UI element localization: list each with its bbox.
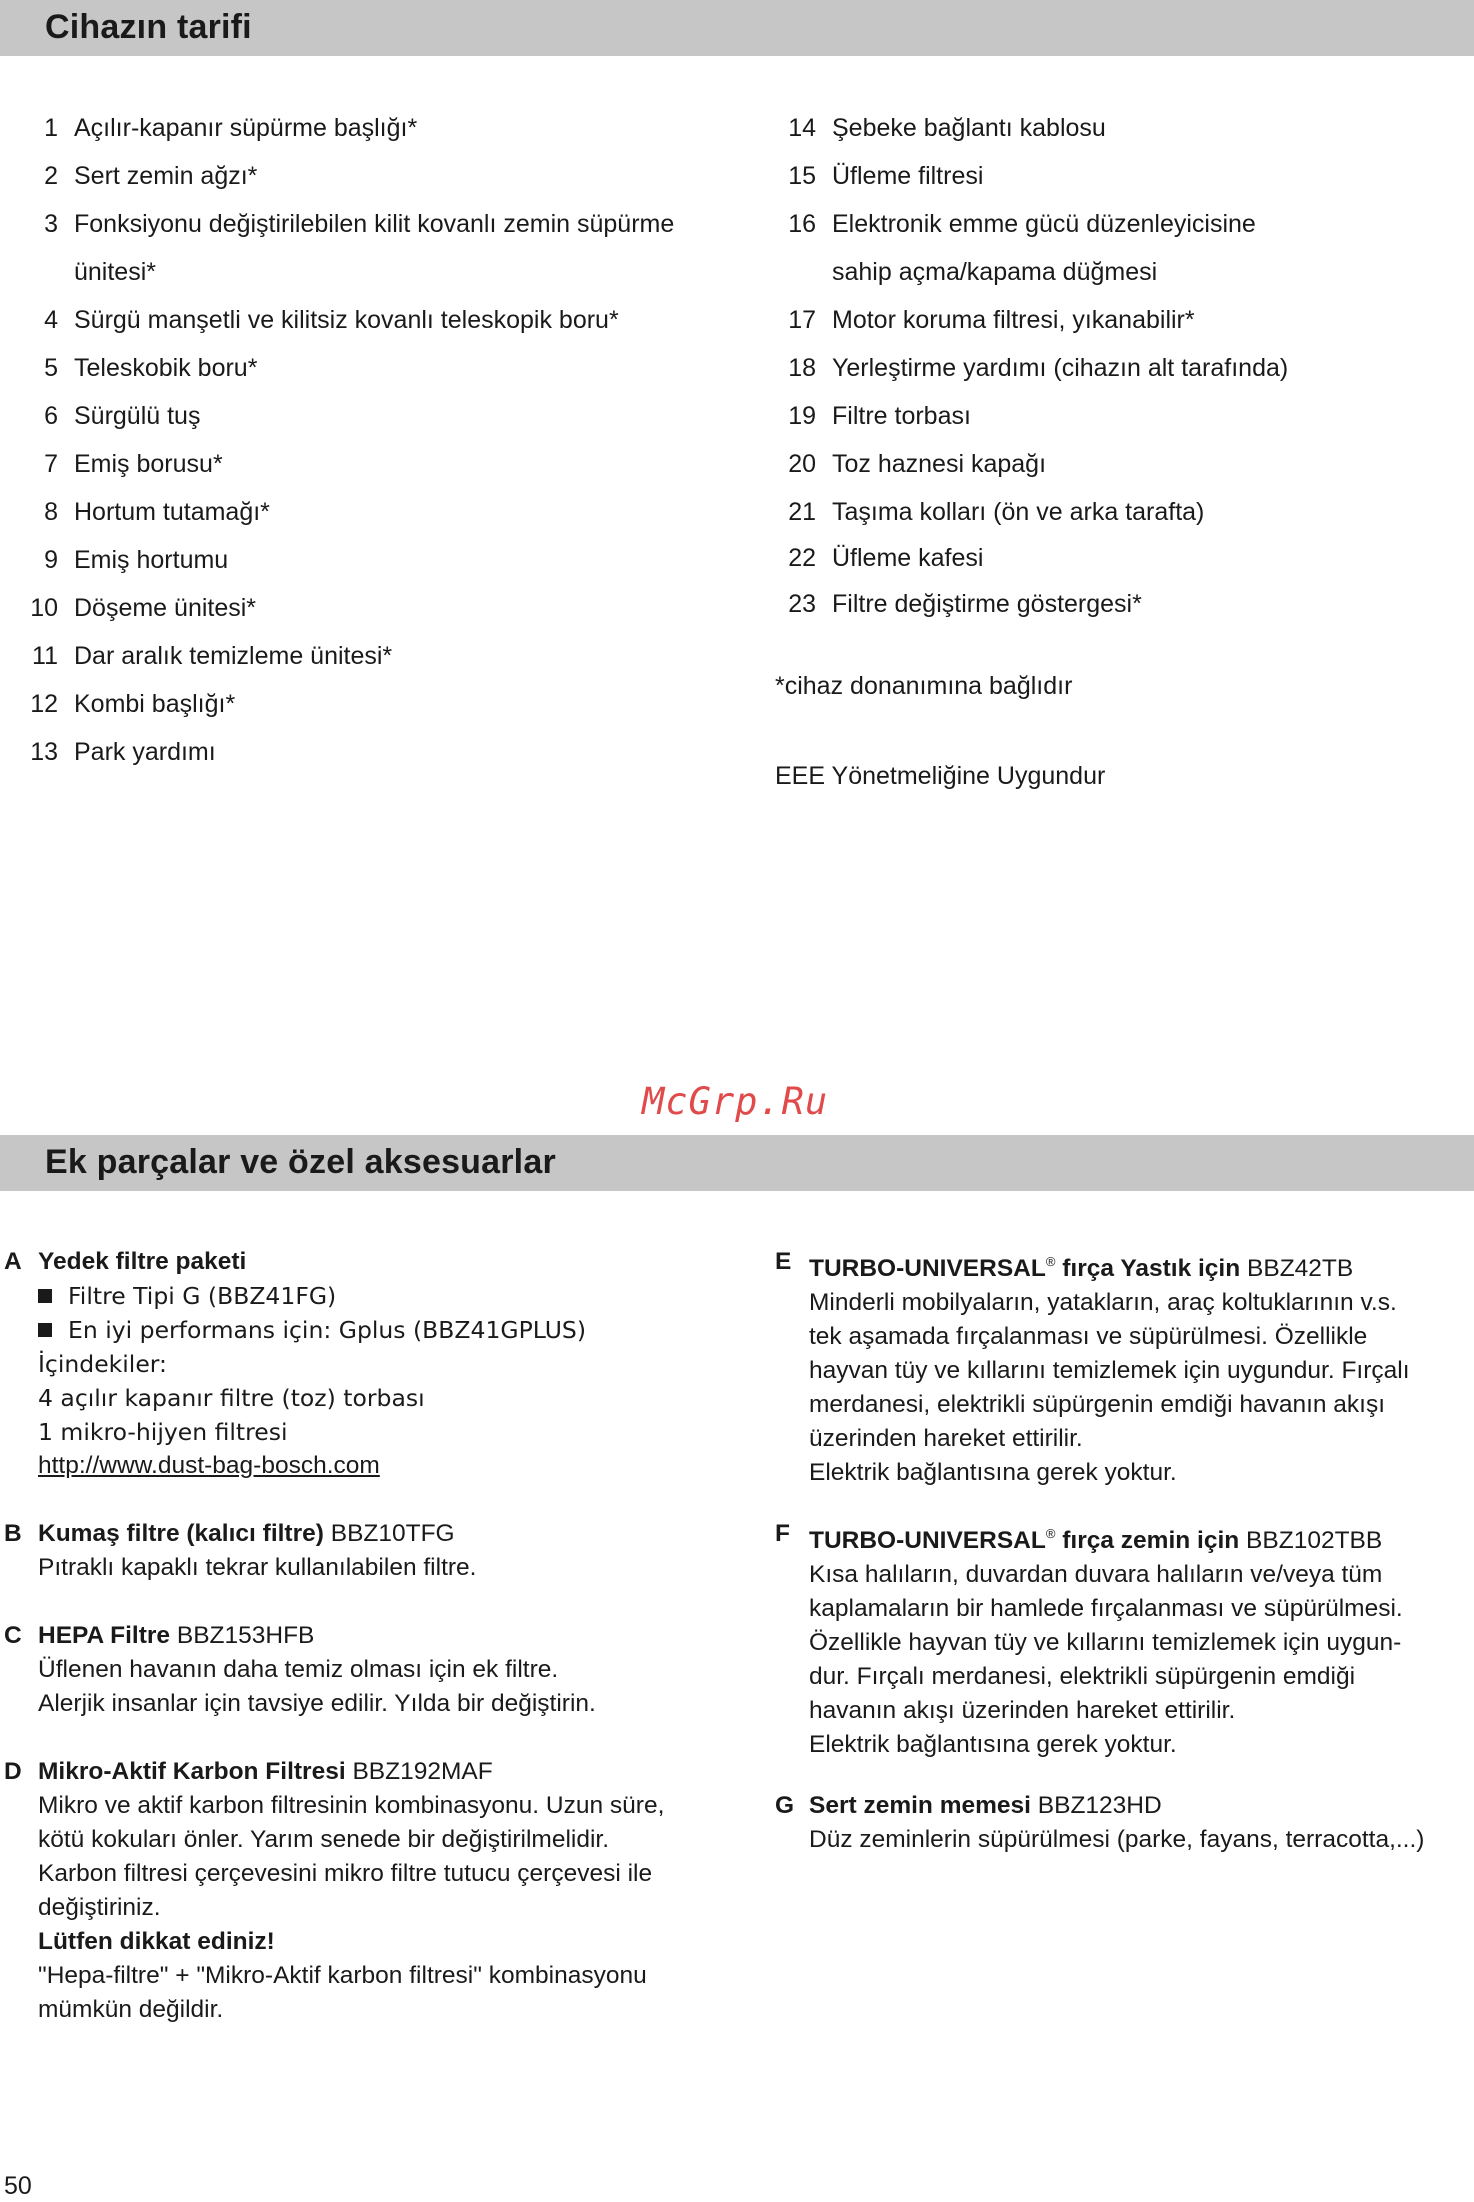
accessory-heading: Yedek filtre paketi	[38, 1248, 247, 1275]
list-item: 10 Döşeme ünitesi*	[30, 594, 257, 622]
list-item: 7 Emiş borusu*	[44, 450, 223, 478]
section-title: Cihazın tarifi	[45, 8, 252, 46]
accessory-letter: F	[775, 1520, 790, 1547]
section-header-accessories	[0, 1135, 1474, 1191]
accessory-letter: D	[4, 1758, 22, 1785]
accessory-d: D Mikro-Aktif Karbon Filtresi BBZ192MAF Mikro ve aktif karbon filtresinin kombinasyonu. Uzun süre, kötü kokuları önler. Yarım senede bir değiştirilmelidir. Karbon filtresi çerçevesini mikro filtre tutucu çerçevesi ile değiştiriniz. Lütfen dikkat ediniz! "Hepa-filtre" + "Mikro-Aktif karbon filtresi" kombinasyonu mümkün değildir.	[4, 1755, 734, 2027]
bullet-square-icon	[38, 1323, 52, 1337]
list-item-continuation: sahip açma/kapama düğmesi	[832, 258, 1158, 286]
warning-heading: Lütfen dikkat ediniz!	[38, 1928, 275, 1955]
section-header-description	[0, 0, 1474, 56]
list-item: 11 Dar aralık temizleme ünitesi*	[32, 642, 393, 670]
list-item: 9 Emiş hortumu	[44, 546, 229, 574]
bullet-square-icon	[38, 1289, 52, 1303]
list-item: 12 Kombi başlığı*	[30, 690, 236, 718]
parts-list-left	[14, 104, 734, 776]
accessory-b: B Kumaş filtre (kalıcı filtre) BBZ10TFG Pıtraklı kapaklı tekrar kullanılabilen filtre.	[4, 1517, 734, 1585]
accessory-letter: G	[775, 1792, 795, 1819]
list-item: 22 Üfleme kafesi	[788, 544, 984, 572]
accessory-heading: TURBO-UNIVERSAL	[809, 1527, 1046, 1554]
accessory-heading: Mikro-Aktif Karbon Filtresi	[38, 1758, 346, 1785]
accessory-e: E TURBO-UNIVERSAL® fırça Yastık için BBZ42TB Minderli mobilyaların, yatakların, araç koltuklarının v.s. tek aşamada fırçalanması ve süpürülmesi. Özellikle hayvan tüy ve kıllarını temizlemek için uygundur. Fırçalı merdanesi, elektrikli süpürgenin emdiği havanın akışı üzerinden hareket ettirilir. Elektrik bağlantısına gerek yoktur.	[775, 1245, 1465, 1490]
watermark: McGrp.Ru	[642, 1080, 829, 1123]
accessory-letter: C	[4, 1622, 22, 1649]
list-item: 15 Üfleme filtresi	[788, 162, 984, 190]
accessory-a: A Yedek filtre paketi Filtre Tipi G (BBZ41FG) En iyi performans için: Gplus (BBZ41GPLUS) İçindekiler: 4 açılır kapanır filtre (toz) torbası 1 mikro-hijyen filtresi http://www.dust-bag-bosch.com	[4, 1245, 734, 1483]
list-item: 2 Sert zemin ağzı*	[44, 162, 258, 190]
dust-bag-link[interactable]: http://www.dust-bag-bosch.com	[38, 1452, 380, 1479]
list-item-continuation: ünitesi*	[74, 258, 156, 286]
page-number: 50	[4, 2172, 32, 2200]
list-item: 21 Taşıma kolları (ön ve arka tarafta)	[788, 498, 1205, 526]
accessory-heading: Sert zemin memesi	[809, 1792, 1031, 1819]
list-item: 18 Yerleştirme yardımı (cihazın alt tarafında)	[788, 354, 1289, 382]
list-item: 6 Sürgülü tuş	[44, 402, 201, 430]
list-item: 19 Filtre torbası	[788, 402, 971, 430]
list-item: 4 Sürgü manşetli ve kilitsiz kovanlı teleskopik boru*	[44, 306, 619, 334]
accessory-letter: A	[4, 1248, 22, 1275]
accessory-g: G Sert zemin memesi BBZ123HD Düz zeminlerin süpürülmesi (parke, fayans, terracotta,...)	[775, 1789, 1465, 1857]
list-item: 16 Elektronik emme gücü düzenleyicisine	[788, 210, 1256, 238]
section-title: Ek parçalar ve özel aksesuarlar	[45, 1143, 556, 1181]
list-item: 8 Hortum tutamağı*	[44, 498, 270, 526]
list-item: 23 Filtre değiştirme göstergesi*	[788, 590, 1142, 618]
list-item: 14 Şebeke bağlantı kablosu	[788, 114, 1106, 142]
list-item: 17 Motor koruma filtresi, yıkanabilir*	[788, 306, 1195, 334]
list-item: 13 Park yardımı	[30, 738, 216, 766]
list-item: 5 Teleskobik boru*	[44, 354, 258, 382]
accessory-heading: TURBO-UNIVERSAL	[809, 1255, 1046, 1282]
accessory-f: F TURBO-UNIVERSAL® fırça zemin için BBZ102TBB Kısa halıların, duvardan duvara halıların ve/veya tüm kaplamaların bir hamlede fırçalanması ve süpürülmesi. Özellikle hayvan tüy ve kıllarını temizlemek için uygun- dur. Fırçalı merdanesi, elektrikli süpürgenin emdiği havanın akışı üzerinden hareket ettirilir. Elektrik bağlantısına gerek yoktur.	[775, 1517, 1465, 1762]
accessory-c: C HEPA Filtre BBZ153HFB Üflenen havanın daha temiz olması için ek filtre. Alerjik insanlar için tavsiye edilir. Yılda bir değiştirin.	[4, 1619, 734, 1721]
list-item: 20 Toz haznesi kapağı	[788, 450, 1047, 478]
list-item: 1 Açılır-kapanır süpürme başlığı*	[44, 114, 418, 142]
list-item: 3 Fonksiyonu değiştirilebilen kilit kovanlı zemin süpürme	[44, 210, 675, 238]
compliance-note: EEE Yönetmeliğine Uygundur	[775, 762, 1106, 790]
accessory-letter: E	[775, 1248, 792, 1275]
accessory-heading: HEPA Filtre	[38, 1622, 171, 1649]
parts-list-right	[772, 104, 1462, 628]
footnote: *cihaz donanımına bağlıdır	[775, 672, 1073, 700]
accessory-letter: B	[4, 1520, 22, 1547]
accessory-heading: Kumaş filtre (kalıcı filtre)	[38, 1520, 324, 1547]
